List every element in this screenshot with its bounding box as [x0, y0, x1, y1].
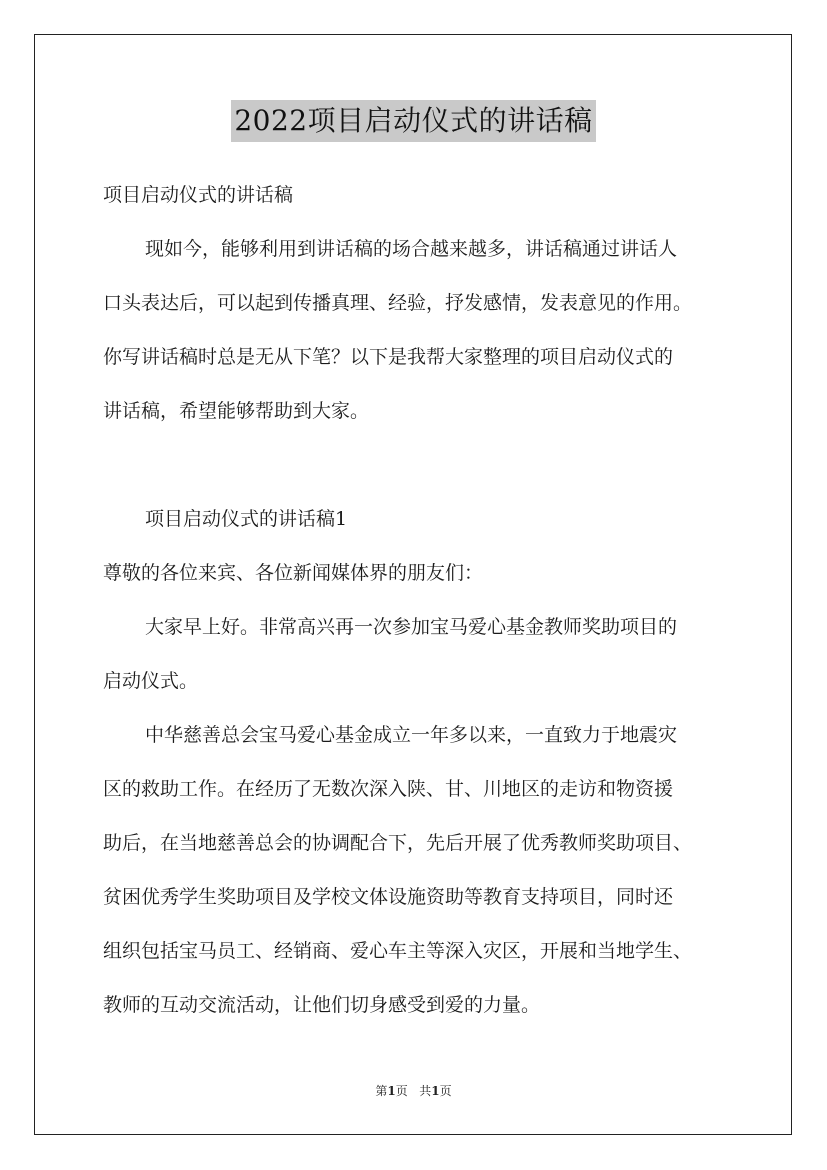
body-line: 助后，在当地慈善总会的协调配合下，先后开展了优秀教师奖助项目、: [103, 832, 693, 854]
intro-line: 口头表达后，可以起到传播真理、经验，抒发感情，发表意见的作用。: [103, 292, 693, 314]
section-heading: 项目启动仪式的讲话稿1: [145, 508, 348, 530]
page-suffix: 页: [395, 1084, 408, 1098]
body-line: 区的救助工作。在经历了无数次深入陕、甘、川地区的走访和物资援: [103, 778, 674, 800]
total-suffix: 页: [439, 1084, 452, 1098]
document-title: 2022项目启动仪式的讲话稿: [231, 100, 595, 142]
greeting-line: 大家早上好。非常高兴再一次参加宝马爱心基金教师奖助项目的: [145, 616, 678, 638]
page-prefix: 第: [375, 1084, 388, 1098]
body-line: 贫困优秀学生奖助项目及学校文体设施资助等教育支持项目，同时还: [103, 886, 674, 908]
total-pages: 1: [431, 1084, 440, 1098]
body-line: 组织包括宝马员工、经销商、爱心车主等深入灾区，开展和当地学生、: [103, 940, 693, 962]
page-number: 1: [387, 1084, 396, 1098]
blank-line: [103, 438, 743, 492]
intro-paragraph: [103, 222, 743, 438]
title-container: [0, 100, 827, 142]
body-paragraph: [103, 708, 743, 1032]
page-footer: [0, 1082, 827, 1099]
total-prefix: 共: [419, 1084, 432, 1098]
body-line: 中华慈善总会宝马爱心基金成立一年多以来，一直致力于地震灾: [145, 724, 678, 746]
intro-line: 你写讲话稿时总是无从下笔？以下是我帮大家整理的项目启动仪式的: [103, 346, 674, 368]
subtitle: 项目启动仪式的讲话稿: [103, 184, 294, 206]
intro-line: 讲话稿，希望能够帮助到大家。: [103, 400, 370, 422]
intro-line: 现如今，能够利用到讲话稿的场合越来越多，讲话稿通过讲话人: [145, 238, 678, 260]
greeting-line: 启动仪式。: [103, 670, 199, 692]
document-body: [103, 168, 743, 1032]
salutation: 尊敬的各位来宾、各位新闻媒体界的朋友们：: [103, 562, 484, 584]
body-line: 教师的互动交流活动，让他们切身感受到爱的力量。: [103, 994, 541, 1016]
greeting-paragraph: [103, 600, 743, 708]
